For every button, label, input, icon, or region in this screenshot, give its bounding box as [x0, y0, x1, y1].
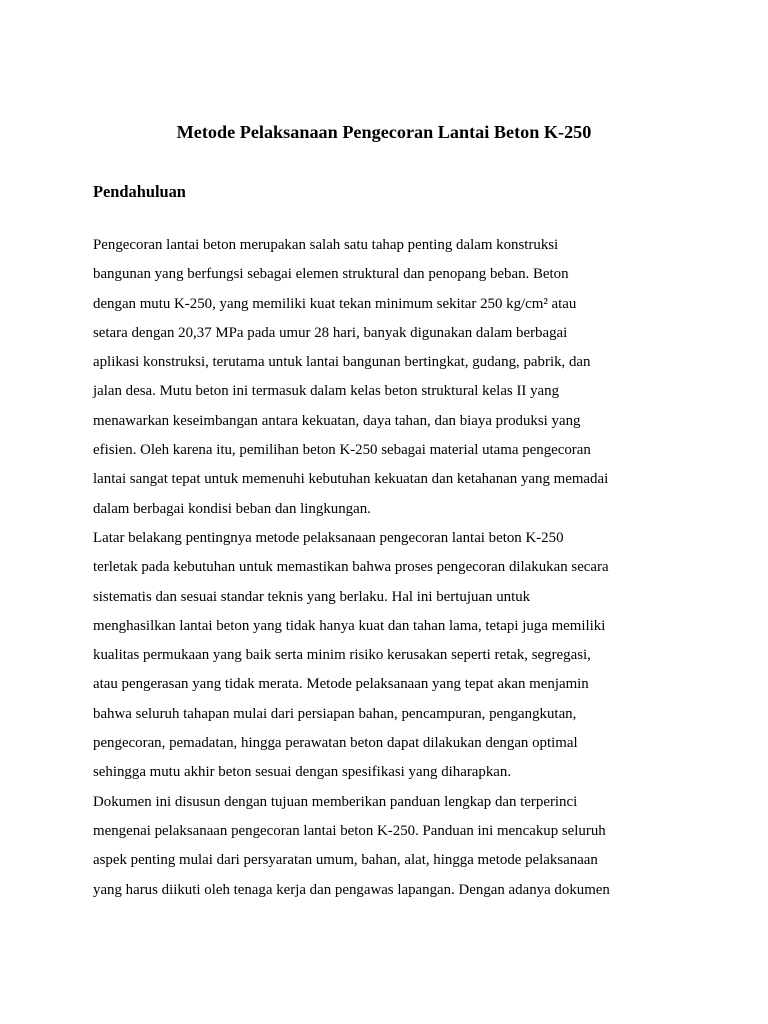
text-line: menawarkan keseimbangan antara kekuatan, daya tahan, dan biaya produksi yang: [93, 412, 581, 429]
text-line: sehingga mutu akhir beton sesuai dengan spesifikasi yang diharapkan.: [93, 764, 512, 781]
text-line: jalan desa. Mutu beton ini termasuk dalam kelas beton struktural kelas II yang: [93, 383, 560, 400]
body-text: [93, 231, 693, 905]
text-line: Latar belakang pentingnya metode pelaksanaan pengecoran lantai beton K-250: [93, 529, 564, 546]
text-line: efisien. Oleh karena itu, pemilihan beton K-250 sebagai material utama pengecoran: [93, 442, 591, 459]
text-line: dalam berbagai kondisi beban dan lingkungan.: [93, 500, 371, 517]
document-title: Metode Pelaksanaan Pengecoran Lantai Beton K-250: [176, 122, 592, 142]
text-line: menghasilkan lantai beton yang tidak hanya kuat dan tahan lama, tetapi juga memiliki: [93, 617, 606, 634]
text-line: setara dengan 20,37 MPa pada umur 28 hari, banyak digunakan dalam berbagai: [93, 324, 568, 341]
text-line: Dokumen ini disusun dengan tujuan memberikan panduan lengkap dan terperinci: [93, 793, 578, 810]
text-line: pengecoran, pemadatan, hingga perawatan beton dapat dilakukan dengan optimal: [93, 735, 578, 752]
text-line: Pengecoran lantai beton merupakan salah satu tahap penting dalam konstruksi: [93, 237, 559, 253]
text-line: lantai sangat tepat untuk memenuhi kebutuhan kekuatan dan ketahanan yang memadai: [93, 471, 609, 488]
text-line: atau pengerasan yang tidak merata. Metode pelaksanaan yang tepat akan menjamin: [93, 676, 589, 693]
text-line: aspek penting mulai dari persyaratan umum, bahan, alat, hingga metode pelaksanaan: [93, 852, 598, 869]
text-line: mengenai pelaksanaan pengecoran lantai beton K-250. Panduan ini mencakup seluruh: [93, 822, 606, 839]
text-line: dengan mutu K-250, yang memiliki kuat tekan minimum sekitar 250 kg/cm² atau: [93, 295, 577, 312]
text-line: yang harus diikuti oleh tenaga kerja dan pengawas lapangan. Dengan adanya dokumen: [93, 881, 610, 898]
text-line: bahwa seluruh tahapan mulai dari persiapan bahan, pencampuran, pengangkutan,: [93, 705, 577, 722]
section-heading: Pendahuluan: [93, 182, 186, 201]
text-line: kualitas permukaan yang baik serta minim risiko kerusakan seperti retak, segregasi,: [93, 647, 591, 664]
text-line: aplikasi konstruksi, terutama untuk lantai bangunan bertingkat, gudang, pabrik, dan: [93, 354, 591, 371]
text-line: terletak pada kebutuhan untuk memastikan bahwa proses pengecoran dilakukan secara: [93, 559, 609, 576]
text-line: sistematis dan sesuai standar teknis yang berlaku. Hal ini bertujuan untuk: [93, 588, 531, 605]
text-line: bangunan yang berfungsi sebagai elemen struktural dan penopang beban. Beton: [93, 266, 569, 283]
